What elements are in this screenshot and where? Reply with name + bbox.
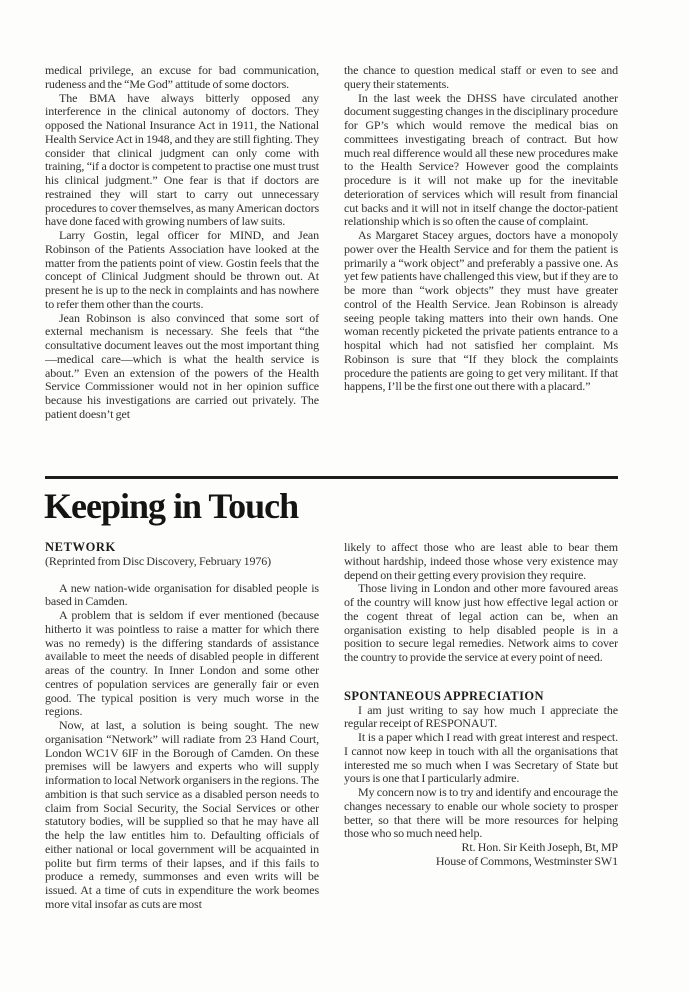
article-paragraph: As Margaret Stacey argues, doctors have a monopoly power over the Health Service and for them the patient is primarily a “work object” and preferably a passive one. As yet few patients have challenged this view, but if they are to be more than “work objects” they must have greater control of the Health Service. Jean Robinson is already seeing people taking matters into their own hands. One woman recently picketed the private patients entrance to a hospital which had not satisfied her complaint. Ms Robinson is sure that “If they block the complaints procedure the patients are going to get very militant. If that happens, I’ll be the first one out there with a placard.” [344, 228, 618, 394]
article-paragraph: A problem that is seldom if ever mentioned (because hitherto it was pointless to raise a matter for which there was no remedy) is the differing standards of assistance available to meet the needs of disabled people in different areas of the country. In Inner London and some other centres of population services are generally fair or even good. The typical position is very much worse in the regions. [45, 608, 319, 719]
keeping-in-touch-right-column [344, 541, 618, 869]
article-paragraph: In the last week the DHSS have circulated another document suggesting changes in the disciplinary procedure for GP’s which would remove the medical bias on committees investigating breach of contract. But how much real difference would all these new procedures make to the Health Service? However good the complaints procedure is it will not make up for the inevitable deterioration of services which will result from financial cut backs and it will not in itself change the doctor-patient relationship which is so often the cause of complaint. [344, 90, 618, 229]
article-paragraph: Jean Robinson is also convinced that some sort of external mechanism is necessary. She feels that “the consultative document leaves out the most important thing—medical care—which is what the health service is about.” Even an extension of the powers of the Health Service Commissioner would not in her opinion suffice because his investigations are carried out privately. The patient doesn’t get [45, 310, 319, 421]
article-paragraph: I am just writing to say how much I appreciate the regular receipt of RESPONAUT. [344, 702, 618, 731]
article-paragraph: likely to affect those who are least able to bear them without hardship, indeed those whose very existence may depend on their getting every provision they require. [344, 540, 618, 582]
signature-address-line: House of Commons, Westminster SW1 [435, 853, 618, 868]
article-paragraph: Those living in London and other more favoured areas of the country will know just how effective legal action or the cogent threat of legal action can be, when an organisation existing to help disabled people is in a position to secure legal remedies. Network aims to cover the country to provide the service at every point of need. [344, 581, 618, 664]
article-paragraph: Now, at last, a solution is being sought. The new organisation “Network” will radiate from 23 Hand Court, London WC1V 6IF in the Borough of Camden. On these premises will be lawyers and experts who will supply information to local Network organisers in the regions. The ambition is that such service as a disabled person needs to claim from Social Security, the Social Services or other statutory bodies, will be supplied so that he may have all the help the law entitles him to. Defaulting officials of either national or local government will be acquainted in polite but firm terms of their lapses, and if this fails to produce a remedy, summonses and even writs will be issued. At a time of cuts in expenditure the work beomes more vital insofar as cuts are most [45, 718, 319, 911]
network-heading: NETWORK [45, 540, 116, 554]
top-article-right-column [344, 64, 618, 394]
article-paragraph: A new nation-wide organisation for disabled people is based in Camden. [45, 580, 319, 609]
signature-name-line: Rt. Hon. Sir Keith Joseph, Bt, MP [461, 840, 618, 854]
top-article-left-column [45, 64, 319, 422]
section-title: Keeping in Touch [44, 486, 299, 526]
network-source-line: (Reprinted from Disc Discovery, February 1976) [45, 553, 271, 568]
article-paragraph: My concern now is to try and identify and encourage the changes necessary to enable our whole society to prosper better, so that there will be more resources for helping those who so much need help. [344, 785, 618, 841]
article-paragraph: the chance to question medical staff or even to see and query their statements. [344, 63, 618, 91]
article-paragraph: The BMA have always bitterly opposed any interference in the clinical autonomy of doctors. They opposed the National Insurance Act in 1911, the National Health Service Act in 1948, and they are still fighting. They consider that clinical judgment can only come with training, “if a doctor is competent to practise one must trust his clinical judgment.” One fear is that if doctors are restrained they will start to carry out unnecessary procedures to cover themselves, as many American doctors have done faced with growing numbers of law suits. [45, 90, 319, 229]
article-paragraph: It is a paper which I read with great interest and respect. I cannot now keep in touch with all the organisations that interested me so much when I was Secretary of State but yours is one that I particularly admire. [344, 730, 618, 786]
keeping-in-touch-left-column [45, 541, 319, 912]
section-divider-rule [45, 476, 618, 479]
spontaneous-appreciation-heading: SPONTANEOUS APPRECIATION [344, 688, 544, 703]
article-paragraph: medical privilege, an excuse for bad communication, rudeness and the “Me God” attitude of some doctors. [45, 63, 319, 91]
article-paragraph: Larry Gostin, legal officer for MIND, and Jean Robinson of the Patients Association have looked at the matter from the patients point of view. Gostin feels that the concept of Clinical Judgment should be thrown out. At present he is up to the neck in complaints and has nowhere to refer them other than the courts. [45, 228, 319, 311]
